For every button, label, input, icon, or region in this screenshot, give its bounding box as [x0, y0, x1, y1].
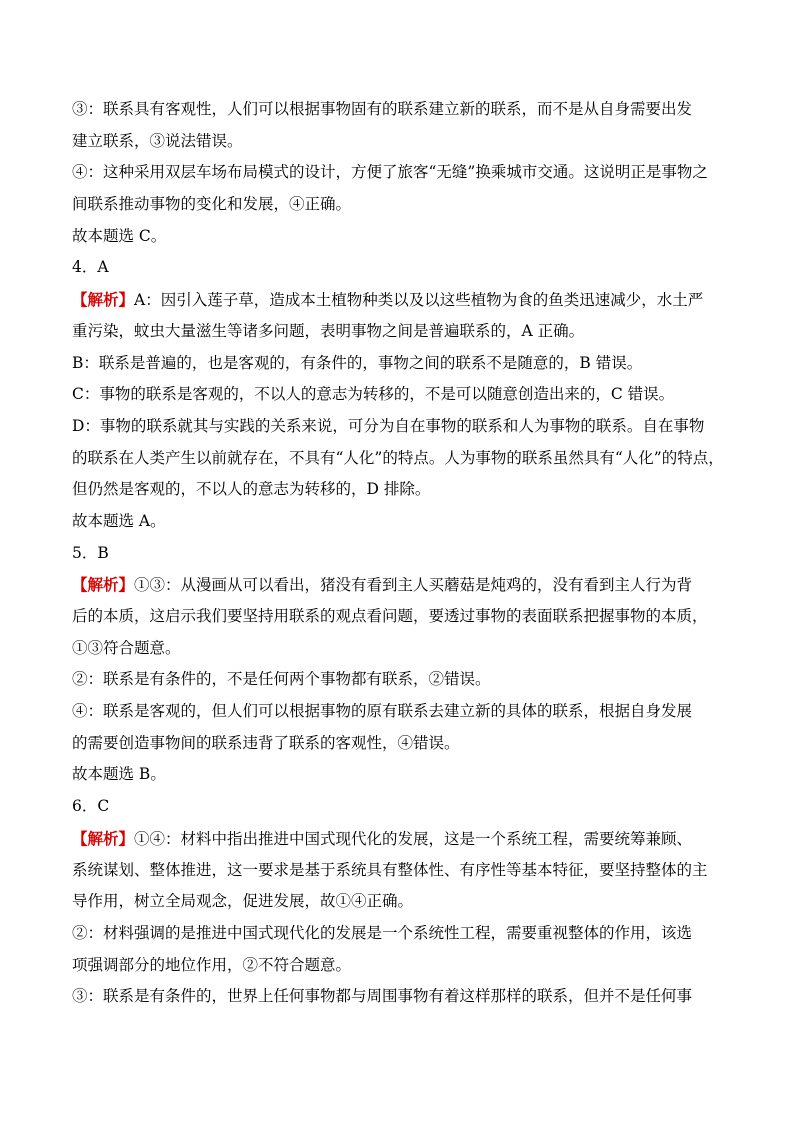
line-text: 故本题选 B。: [72, 765, 166, 784]
text-line: [72, 664, 724, 696]
paragraph: [72, 791, 724, 823]
text-line: [72, 284, 724, 316]
text-line: [72, 157, 724, 189]
paragraph: [72, 94, 724, 157]
paragraph: [72, 538, 724, 570]
paragraph: [72, 664, 724, 696]
line-text: 系统谋划、整体推进，这一要求是基于系统具有整体性、有序性等基本特征，要坚持整体的主: [72, 860, 708, 879]
line-text: 重污染，蚊虫大量滋生等诸多问题，表明事物之间是普遍联系的，A 正确。: [72, 321, 585, 340]
line-text: 的需要创造事物间的联系违背了联系的客观性，④错误。: [72, 733, 460, 752]
paragraph: [72, 157, 724, 220]
line-text: ④：这种采用双层车场布局模式的设计，方便了旅客“无缝”换乘城市交通。这说明正是事物之: [72, 163, 708, 182]
line-text: ①④：材料中指出推进中国式现代化的发展，这是一个系统工程，需要统筹兼顾、: [134, 829, 693, 848]
text-line: [72, 411, 724, 443]
text-line: [72, 601, 724, 633]
text-line: [72, 348, 724, 380]
text-line: [72, 189, 724, 221]
text-line: [72, 823, 724, 855]
text-line: [72, 126, 724, 158]
paragraph: [72, 569, 724, 664]
paragraph: [72, 221, 724, 253]
line-text: 建立联系，③说法错误。: [72, 131, 243, 150]
paragraph: [72, 379, 724, 411]
line-text: ①③：从漫画从可以看出，猪没有看到主人买蘑菇是炖鸡的，没有看到主人行为背: [134, 576, 693, 595]
paragraph: [72, 348, 724, 380]
analysis-tag: 【解析】: [72, 575, 135, 595]
answer-explanation-text: [72, 94, 724, 1013]
line-text: 故本题选 C。: [72, 226, 167, 245]
text-line: [72, 569, 724, 601]
line-text: D：事物的联系就其与实践的关系来说，可分为自在事物的联系和人为事物的联系。自在事物: [72, 416, 705, 435]
line-text: ③：联系是有条件的，世界上任何事物都与周围事物有着这样那样的联系，但并不是任何事: [72, 987, 693, 1006]
line-text: ③：联系具有客观性，人们可以根据事物固有的联系建立新的联系，而不是从自身需要出发: [72, 100, 693, 118]
text-line: [72, 94, 724, 126]
paragraph: [72, 284, 724, 347]
line-text: 项强调部分的地位作用，②不符合题意。: [72, 955, 352, 974]
paragraph: [72, 252, 724, 284]
text-line: [72, 791, 724, 823]
line-text: 4．A: [72, 258, 109, 277]
line-text: 的联系在人类产生以前就存在，不具有“人化”的特点。人为事物的联系虽然具有“人化”的特点，: [72, 448, 724, 467]
line-text: B：联系是普遍的，也是客观的，有条件的，事物之间的联系不是随意的，B 错误。: [72, 353, 643, 372]
line-text: A：因引入莲子草，造成本土植物种类以及以这些植物为食的鱼类迅速减少，水土严: [134, 291, 704, 310]
line-text: ②：材料强调的是推进中国式现代化的发展是一个系统性工程，需要重视整体的作用，该选: [72, 923, 693, 942]
text-line: [72, 696, 724, 728]
line-text: 5．B: [72, 543, 109, 562]
line-text: 后的本质，这启示我们要坚持用联系的观点看问题，要透过事物的表面联系把握事物的本质，: [72, 607, 708, 625]
text-line: [72, 316, 724, 348]
text-line: [72, 252, 724, 284]
text-line: [72, 633, 724, 665]
text-line: [72, 918, 724, 950]
paragraph: [72, 823, 724, 918]
text-line: [72, 474, 724, 506]
line-text: 导作用，树立全局观念，促进发展，故①④正确。: [72, 892, 414, 911]
paragraph: [72, 981, 724, 1013]
paragraph: [72, 506, 724, 538]
line-text: ②：联系是有条件的，不是任何两个事物都有联系，②错误。: [72, 670, 491, 689]
line-text: C：事物的联系是客观的，不以人的意志为转移的，不是可以随意创造出来的，C 错误。: [72, 385, 675, 404]
text-line: [72, 855, 724, 887]
text-line: [72, 886, 724, 918]
paragraph: [72, 918, 724, 981]
line-text: 故本题选 A。: [72, 511, 166, 530]
line-text: 6．C: [72, 797, 110, 816]
paragraph: [72, 411, 724, 506]
line-text: 但仍然是客观的，不以人的意志为转移的，D 排除。: [72, 480, 431, 499]
analysis-tag: 【解析】: [72, 828, 135, 848]
analysis-tag: 【解析】: [72, 290, 135, 310]
text-line: [72, 728, 724, 760]
text-line: [72, 379, 724, 411]
text-line: [72, 506, 724, 538]
paragraph: [72, 759, 724, 791]
text-line: [72, 950, 724, 982]
text-line: [72, 981, 724, 1013]
text-line: [72, 443, 724, 475]
line-text: ①③符合题意。: [72, 638, 181, 657]
line-text: 间联系推动事物的变化和发展，④正确。: [72, 195, 352, 214]
text-line: [72, 221, 724, 253]
text-line: [72, 538, 724, 570]
paragraph: [72, 696, 724, 759]
text-line: [72, 759, 724, 791]
line-text: ④：联系是客观的，但人们可以根据事物的原有联系去建立新的具体的联系，根据自身发展: [72, 702, 693, 721]
